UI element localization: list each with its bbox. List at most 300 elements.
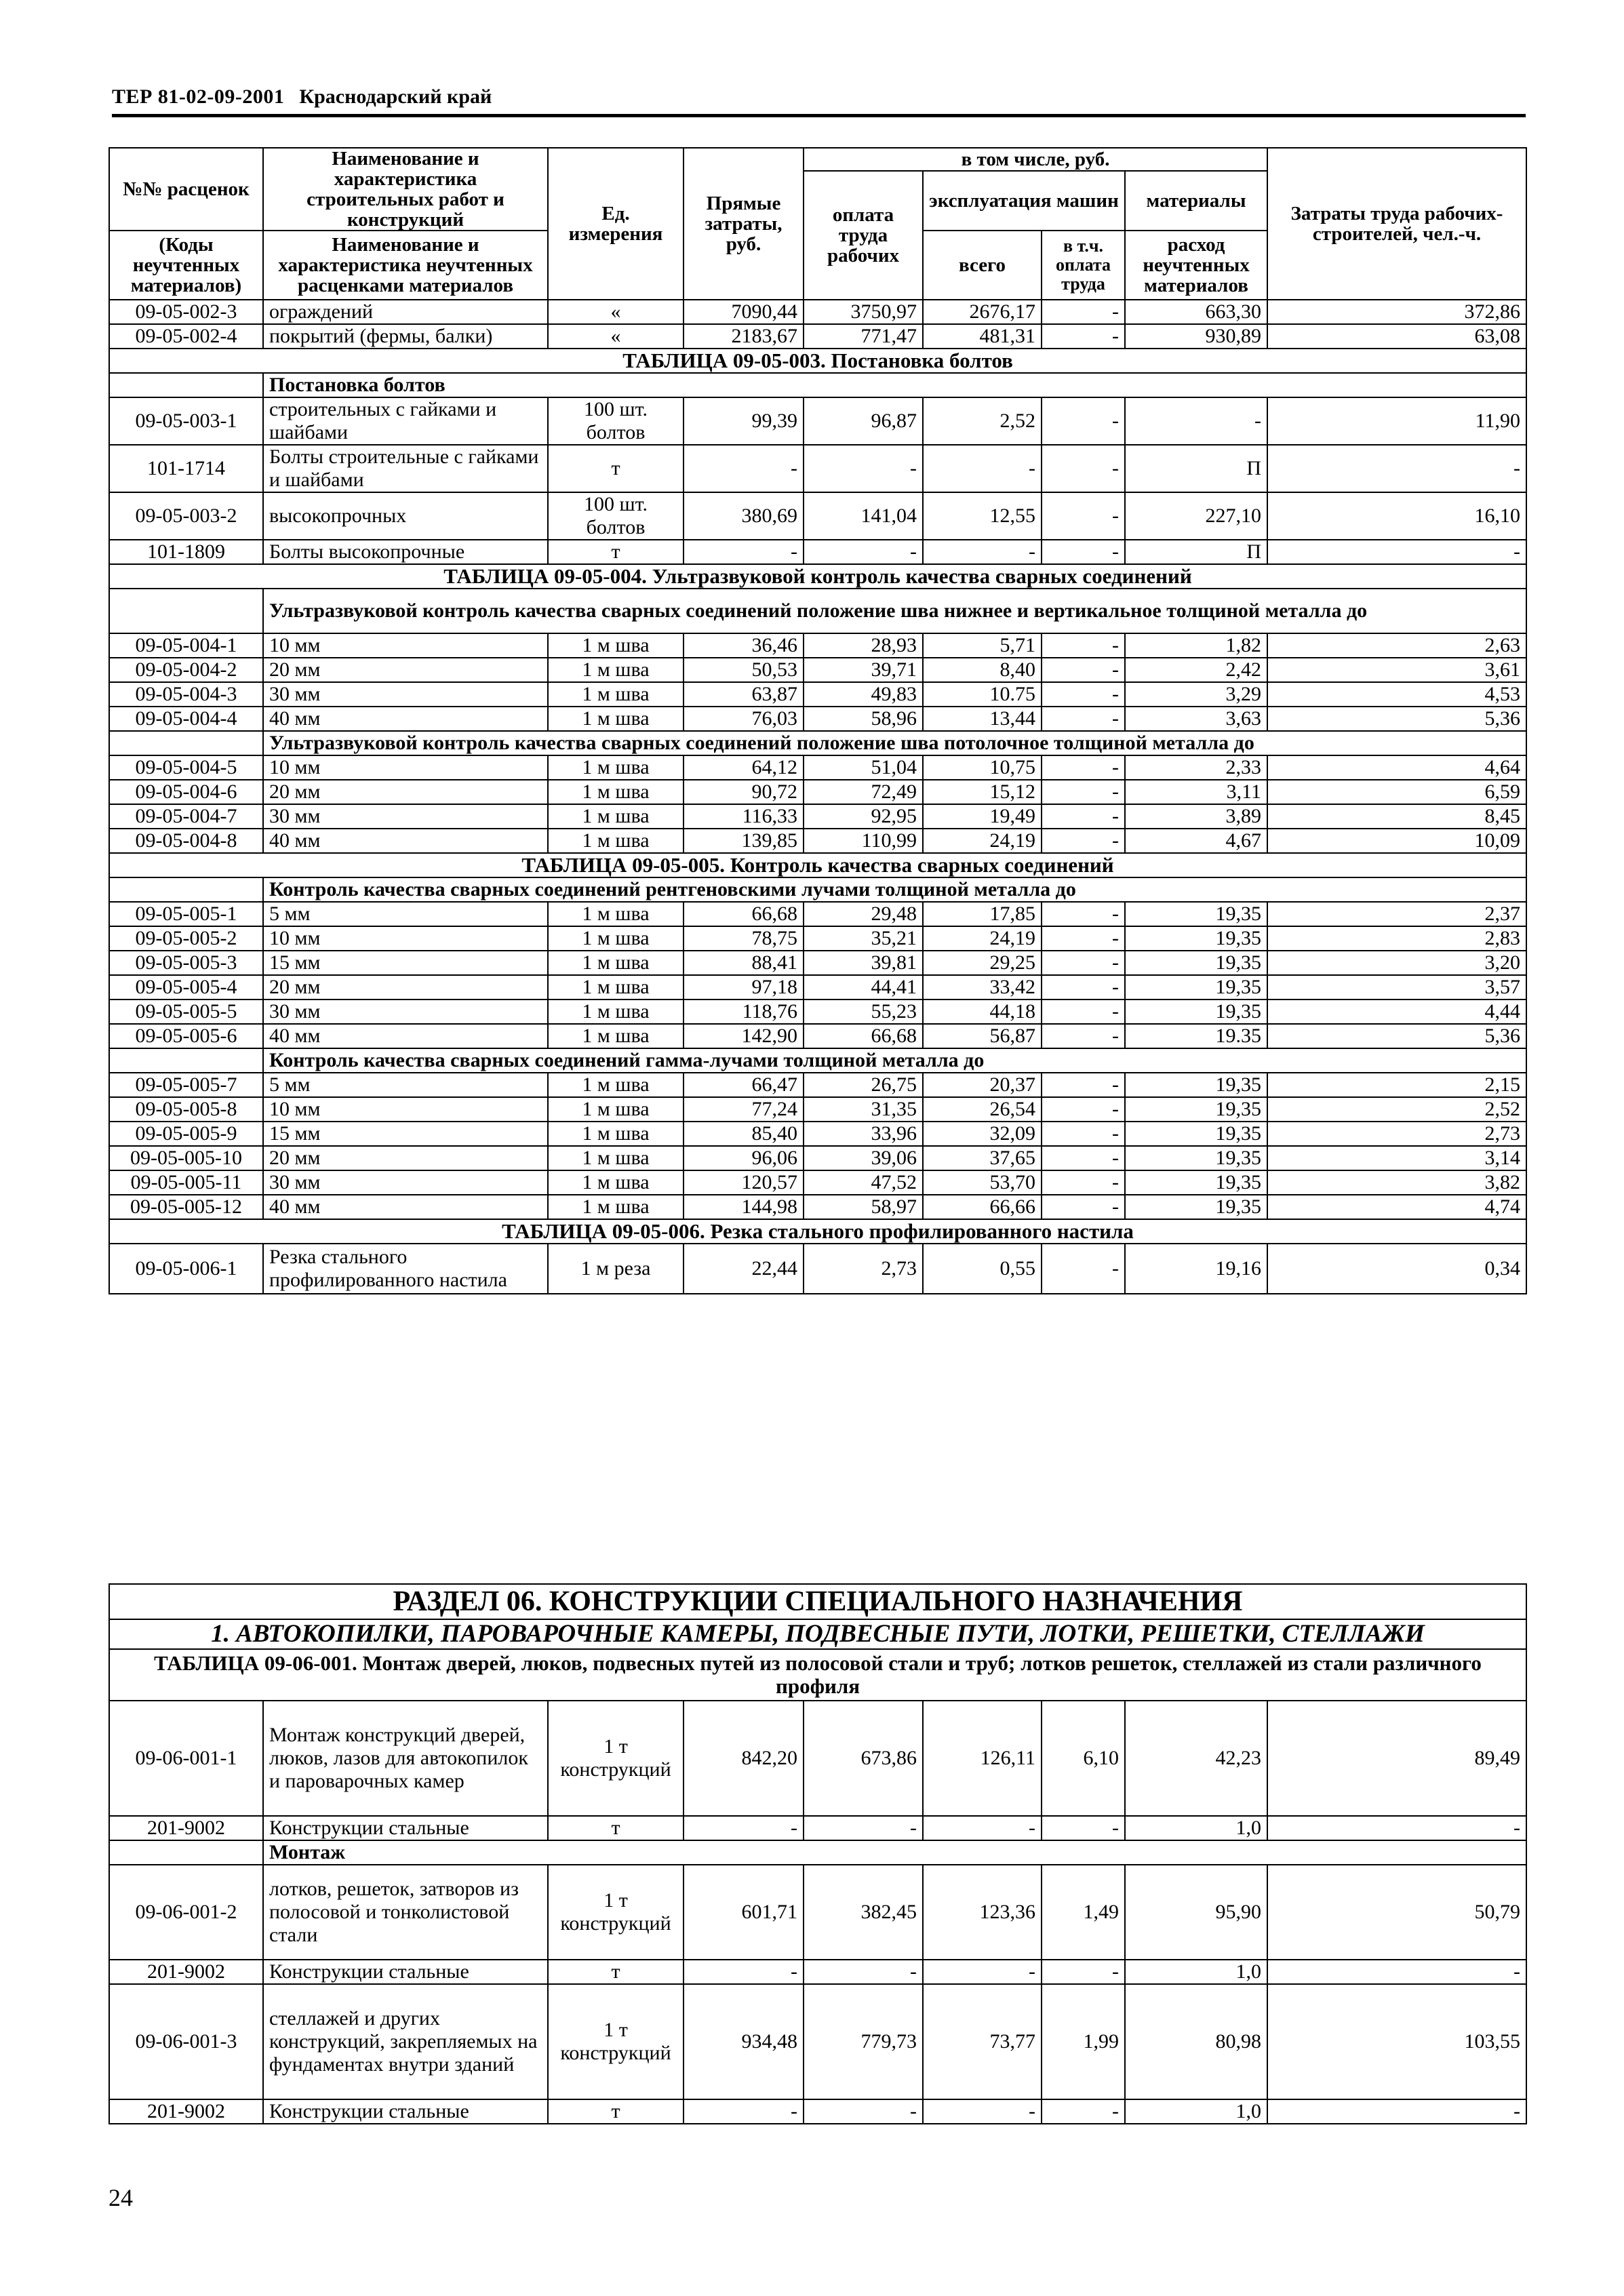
cell-labor: 89,49 bbox=[1267, 1701, 1526, 1816]
table-row bbox=[109, 1244, 1526, 1294]
cell-mach: - bbox=[923, 1816, 1042, 1840]
cell-machpay: 1,99 bbox=[1042, 1984, 1125, 2099]
table-row bbox=[109, 975, 1526, 999]
group-heading: Ультразвуковой контроль качества сварных соединений положение шва потолочное толщиной металла до bbox=[263, 731, 1526, 755]
table-body bbox=[109, 300, 1526, 1294]
cell-mach: 8,40 bbox=[923, 658, 1042, 682]
cell-mach: 0,55 bbox=[923, 1244, 1042, 1294]
table-row bbox=[109, 780, 1526, 804]
cell-mach: 19,49 bbox=[923, 804, 1042, 829]
table-row bbox=[109, 1024, 1526, 1048]
cell-code: 09-05-005-8 bbox=[109, 1097, 263, 1122]
cell-direct: - bbox=[684, 1816, 804, 1840]
cell-mat: 19.35 bbox=[1125, 1024, 1267, 1048]
cell-mach: - bbox=[923, 1960, 1042, 1984]
cell-mach: 481,31 bbox=[923, 324, 1042, 349]
cell-mach: 17,85 bbox=[923, 902, 1042, 926]
table-row bbox=[109, 324, 1526, 349]
cell-direct: 22,44 bbox=[684, 1244, 804, 1294]
cell-direct: - bbox=[684, 540, 804, 564]
cell-machpay: - bbox=[1042, 926, 1125, 951]
header-labor: Затраты труда рабочих-строителей, чел.-ч. bbox=[1267, 148, 1526, 300]
cell-mach: 10,75 bbox=[923, 755, 1042, 780]
cell-code: 101-1809 bbox=[109, 540, 263, 564]
cell-pay: - bbox=[804, 1816, 923, 1840]
table-title: ТАБЛИЦА 09-05-004. Ультразвуковой контроль качества сварных соединений bbox=[109, 564, 1526, 589]
table-title: ТАБЛИЦА 09-05-005. Контроль качества сварных соединений bbox=[109, 853, 1526, 877]
cell-pay: - bbox=[804, 540, 923, 564]
cell-pay: 28,93 bbox=[804, 633, 923, 658]
cell-mat: 19,35 bbox=[1125, 1073, 1267, 1097]
table-row bbox=[109, 1984, 1526, 2099]
cell-name: строительных с гайками и шайбами bbox=[263, 397, 548, 445]
table-title: ТАБЛИЦА 09-05-006. Резка стального профилированного настила bbox=[109, 1219, 1526, 1244]
cell-code: 09-05-005-7 bbox=[109, 1073, 263, 1097]
table-row bbox=[109, 397, 1526, 445]
table-row bbox=[109, 633, 1526, 658]
cell-mach: 2,52 bbox=[923, 397, 1042, 445]
cell-machpay: - bbox=[1042, 951, 1125, 975]
cell-code: 09-06-001-2 bbox=[109, 1865, 263, 1960]
cell-unit: 1 м шва bbox=[548, 951, 684, 975]
cell-machpay: - bbox=[1042, 492, 1125, 540]
cell-mach: 32,09 bbox=[923, 1122, 1042, 1146]
cell-unit: 1 м реза bbox=[548, 1244, 684, 1294]
cell-labor: 10,09 bbox=[1267, 829, 1526, 853]
cell-name: 40 мм bbox=[263, 1195, 548, 1219]
cell-machpay: - bbox=[1042, 999, 1125, 1024]
group-heading: Монтаж bbox=[263, 1840, 1526, 1865]
cell-machpay: - bbox=[1042, 397, 1125, 445]
cell-machpay: - bbox=[1042, 300, 1125, 324]
header-materials: материалы bbox=[1125, 171, 1267, 231]
section-subtitle: 1. АВТОКОПИЛКИ, ПАРОВАРОЧНЫЕ КАМЕРЫ, ПОДВЕСНЫЕ ПУТИ, ЛОТКИ, РЕШЕТКИ, СТЕЛЛАЖИ bbox=[109, 1619, 1526, 1649]
cell-machpay: - bbox=[1042, 1244, 1125, 1294]
cell-pay: 3750,97 bbox=[804, 300, 923, 324]
table-row bbox=[109, 707, 1526, 731]
cell-machpay: - bbox=[1042, 682, 1125, 707]
cell-mat: 19,35 bbox=[1125, 1170, 1267, 1195]
cell-pay: 58,97 bbox=[804, 1195, 923, 1219]
cell-mach: 15,12 bbox=[923, 780, 1042, 804]
cell-labor: 11,90 bbox=[1267, 397, 1526, 445]
cell-name: 5 мм bbox=[263, 902, 548, 926]
cell-labor: 372,86 bbox=[1267, 300, 1526, 324]
cell-unit: 1 м шва bbox=[548, 1097, 684, 1122]
cell-unit: 1 м шва bbox=[548, 1170, 684, 1195]
cell-pay: 29,48 bbox=[804, 902, 923, 926]
cell-code: 201-9002 bbox=[109, 1960, 263, 1984]
cell-machpay: - bbox=[1042, 540, 1125, 564]
cell-pay: 96,87 bbox=[804, 397, 923, 445]
table-row bbox=[109, 682, 1526, 707]
cell-code: 09-05-004-6 bbox=[109, 780, 263, 804]
cell-pay: 31,35 bbox=[804, 1097, 923, 1122]
cell-code: 09-05-004-2 bbox=[109, 658, 263, 682]
header-name-bottom: Наименование и характеристика неучтенных расценками материалов bbox=[263, 231, 548, 300]
cell-pay: 33,96 bbox=[804, 1122, 923, 1146]
table-row bbox=[109, 951, 1526, 975]
cell-mat: 4,67 bbox=[1125, 829, 1267, 853]
cell-labor: 2,83 bbox=[1267, 926, 1526, 951]
cell-unit: 1 м шва bbox=[548, 926, 684, 951]
table-section-title bbox=[109, 1219, 1526, 1244]
cell-labor: 50,79 bbox=[1267, 1865, 1526, 1960]
cell-labor: 6,59 bbox=[1267, 780, 1526, 804]
cell-direct: 66,68 bbox=[684, 902, 804, 926]
cell-machpay: - bbox=[1042, 975, 1125, 999]
cell-direct: 63,87 bbox=[684, 682, 804, 707]
document-region: Краснодарский край bbox=[299, 85, 492, 108]
group-heading-row bbox=[109, 877, 1526, 902]
cell-labor: 3,57 bbox=[1267, 975, 1526, 999]
cell-mat: 3,89 bbox=[1125, 804, 1267, 829]
cell-code: 09-05-002-3 bbox=[109, 300, 263, 324]
table-row bbox=[109, 445, 1526, 492]
cell-name: Конструкции стальные bbox=[263, 1960, 548, 1984]
cell-machpay: - bbox=[1042, 755, 1125, 780]
cell-mat: 2,33 bbox=[1125, 755, 1267, 780]
cell-unit: 100 шт. болтов bbox=[548, 492, 684, 540]
cell-machpay: - bbox=[1042, 1816, 1125, 1840]
cell-unit: 1 т конструкций bbox=[548, 1984, 684, 2099]
cell-name: 20 мм bbox=[263, 1146, 548, 1170]
cell-machpay: - bbox=[1042, 1122, 1125, 1146]
cell-direct: 2183,67 bbox=[684, 324, 804, 349]
cell-machpay: - bbox=[1042, 902, 1125, 926]
cell-direct: 99,39 bbox=[684, 397, 804, 445]
cell-unit: 1 м шва bbox=[548, 829, 684, 853]
table-row bbox=[109, 1195, 1526, 1219]
cell-mach: 123,36 bbox=[923, 1865, 1042, 1960]
header-code-top: №№ расценок bbox=[109, 148, 263, 231]
cell-direct: 96,06 bbox=[684, 1146, 804, 1170]
group-heading-row bbox=[109, 373, 1526, 397]
cell-mat: 19,35 bbox=[1125, 926, 1267, 951]
group-code-empty bbox=[109, 731, 263, 755]
cell-pay: 66,68 bbox=[804, 1024, 923, 1048]
cell-mat: П bbox=[1125, 445, 1267, 492]
cell-unit: 1 м шва bbox=[548, 707, 684, 731]
cell-mach: 13,44 bbox=[923, 707, 1042, 731]
cell-mat: 1,0 bbox=[1125, 2099, 1267, 2124]
cell-pay: 382,45 bbox=[804, 1865, 923, 1960]
cell-name: лотков, решеток, затворов из полосовой и тонколистовой стали bbox=[263, 1865, 548, 1960]
cell-pay: 55,23 bbox=[804, 999, 923, 1024]
cell-direct: 116,33 bbox=[684, 804, 804, 829]
table-row bbox=[109, 1097, 1526, 1122]
cell-direct: 144,98 bbox=[684, 1195, 804, 1219]
cell-mat: 19,35 bbox=[1125, 999, 1267, 1024]
cell-mat: 19,35 bbox=[1125, 951, 1267, 975]
cell-name: Конструкции стальные bbox=[263, 1816, 548, 1840]
cell-direct: 142,90 bbox=[684, 1024, 804, 1048]
document-code: ТЕР 81-02-09-2001 bbox=[112, 85, 285, 108]
cell-code: 201-9002 bbox=[109, 2099, 263, 2124]
table-row bbox=[109, 926, 1526, 951]
cell-unit: 1 м шва bbox=[548, 1024, 684, 1048]
cell-direct: 77,24 bbox=[684, 1097, 804, 1122]
cell-mach: 37,65 bbox=[923, 1146, 1042, 1170]
cell-machpay: - bbox=[1042, 829, 1125, 853]
cell-unit: 1 м шва bbox=[548, 804, 684, 829]
cell-pay: 51,04 bbox=[804, 755, 923, 780]
cell-code: 09-05-003-2 bbox=[109, 492, 263, 540]
cell-code: 09-05-004-1 bbox=[109, 633, 263, 658]
cell-code: 09-05-005-11 bbox=[109, 1170, 263, 1195]
cell-machpay: - bbox=[1042, 1146, 1125, 1170]
cell-mat: 227,10 bbox=[1125, 492, 1267, 540]
cell-machpay: - bbox=[1042, 707, 1125, 731]
cell-pay: 39,71 bbox=[804, 658, 923, 682]
rates-table-06 bbox=[108, 1583, 1527, 2124]
cell-unit: 1 м шва bbox=[548, 1122, 684, 1146]
cell-unit: 1 м шва bbox=[548, 780, 684, 804]
cell-direct: - bbox=[684, 2099, 804, 2124]
page-number: 24 bbox=[108, 2184, 133, 2211]
cell-direct: 842,20 bbox=[684, 1701, 804, 1816]
cell-direct: 64,12 bbox=[684, 755, 804, 780]
cell-unit: 1 м шва bbox=[548, 1146, 684, 1170]
cell-name: Болты высокопрочные bbox=[263, 540, 548, 564]
cell-mat: 1,0 bbox=[1125, 1816, 1267, 1840]
cell-pay: 779,73 bbox=[804, 1984, 923, 2099]
cell-mat: 19,35 bbox=[1125, 1097, 1267, 1122]
cell-unit: 1 м шва bbox=[548, 682, 684, 707]
cell-code: 09-05-004-3 bbox=[109, 682, 263, 707]
cell-name: 40 мм bbox=[263, 829, 548, 853]
header-labor-pay: оплата труда рабочих bbox=[804, 171, 923, 300]
cell-unit: 1 м шва bbox=[548, 975, 684, 999]
cell-mach: 73,77 bbox=[923, 1984, 1042, 2099]
table-row bbox=[109, 902, 1526, 926]
header-mach-pay: в т.ч. оплата труда bbox=[1042, 231, 1125, 300]
cell-labor: 3,20 bbox=[1267, 951, 1526, 975]
header-unit: Ед. измерения bbox=[548, 148, 684, 300]
table-section-title bbox=[109, 564, 1526, 589]
cell-name: 30 мм bbox=[263, 1170, 548, 1195]
cell-mat: 930,89 bbox=[1125, 324, 1267, 349]
cell-mat: 95,90 bbox=[1125, 1865, 1267, 1960]
cell-unit: 1 м шва bbox=[548, 755, 684, 780]
cell-pay: 2,73 bbox=[804, 1244, 923, 1294]
header-mach-total: всего bbox=[923, 231, 1042, 300]
cell-direct: 76,03 bbox=[684, 707, 804, 731]
table-section-title bbox=[109, 853, 1526, 877]
cell-mat: 19,35 bbox=[1125, 975, 1267, 999]
cell-mach: 26,54 bbox=[923, 1097, 1042, 1122]
cell-mat: 19,16 bbox=[1125, 1244, 1267, 1294]
rates-table-05 bbox=[108, 147, 1527, 1294]
cell-unit: т bbox=[548, 1960, 684, 1984]
cell-code: 09-05-005-4 bbox=[109, 975, 263, 999]
cell-mach: 20,37 bbox=[923, 1073, 1042, 1097]
table-row bbox=[109, 658, 1526, 682]
cell-machpay: - bbox=[1042, 804, 1125, 829]
cell-name: 30 мм bbox=[263, 999, 548, 1024]
group-heading-row bbox=[109, 1048, 1526, 1073]
table-row bbox=[109, 1170, 1526, 1195]
cell-direct: 934,48 bbox=[684, 1984, 804, 2099]
cell-pay: 771,47 bbox=[804, 324, 923, 349]
cell-mach: - bbox=[923, 2099, 1042, 2124]
cell-labor: - bbox=[1267, 540, 1526, 564]
cell-labor: 16,10 bbox=[1267, 492, 1526, 540]
cell-unit: т bbox=[548, 445, 684, 492]
cell-machpay: - bbox=[1042, 2099, 1125, 2124]
cell-code: 09-05-005-5 bbox=[109, 999, 263, 1024]
cell-name: Болты строительные с гайками и шайбами bbox=[263, 445, 548, 492]
header-machines: эксплуатация машин bbox=[923, 171, 1125, 231]
cell-name: ограждений bbox=[263, 300, 548, 324]
header-direct: Прямые затраты, руб. bbox=[684, 148, 804, 300]
cell-mat: 663,30 bbox=[1125, 300, 1267, 324]
table-header bbox=[109, 148, 1526, 300]
cell-mach: 126,11 bbox=[923, 1701, 1042, 1816]
cell-mach: 10.75 bbox=[923, 682, 1042, 707]
cell-code: 09-05-005-1 bbox=[109, 902, 263, 926]
group-code-empty bbox=[109, 1048, 263, 1073]
cell-name: покрытий (фермы, балки) bbox=[263, 324, 548, 349]
cell-labor: - bbox=[1267, 1816, 1526, 1840]
cell-name: 20 мм bbox=[263, 975, 548, 999]
cell-mach: 66,66 bbox=[923, 1195, 1042, 1219]
cell-name: Резка стального профилированного настила bbox=[263, 1244, 548, 1294]
group-heading: Постановка болтов bbox=[263, 373, 1526, 397]
cell-pay: 44,41 bbox=[804, 975, 923, 999]
header-mat-sub: расход неучтенных материалов bbox=[1125, 231, 1267, 300]
table-section-title bbox=[109, 349, 1526, 373]
cell-code: 09-05-003-1 bbox=[109, 397, 263, 445]
cell-mat: 80,98 bbox=[1125, 1984, 1267, 2099]
cell-name: 30 мм bbox=[263, 682, 548, 707]
cell-unit: 1 т конструкций bbox=[548, 1701, 684, 1816]
cell-direct: 78,75 bbox=[684, 926, 804, 951]
table-row bbox=[109, 300, 1526, 324]
table-row bbox=[109, 1960, 1526, 1984]
group-heading: Контроль качества сварных соединений рентгеновскими лучами толщиной металла до bbox=[263, 877, 1526, 902]
cell-unit: 1 м шва bbox=[548, 1195, 684, 1219]
cell-name: 40 мм bbox=[263, 707, 548, 731]
cell-labor: - bbox=[1267, 1960, 1526, 1984]
cell-unit: « bbox=[548, 324, 684, 349]
cell-direct: 97,18 bbox=[684, 975, 804, 999]
cell-pay: 92,95 bbox=[804, 804, 923, 829]
cell-unit: 100 шт. болтов bbox=[548, 397, 684, 445]
cell-pay: 39,81 bbox=[804, 951, 923, 975]
table-row bbox=[109, 755, 1526, 780]
group-code-empty bbox=[109, 877, 263, 902]
cell-labor: 2,73 bbox=[1267, 1122, 1526, 1146]
group-code-empty bbox=[109, 589, 263, 633]
group-code-empty bbox=[109, 1840, 263, 1865]
cell-direct: 85,40 bbox=[684, 1122, 804, 1146]
cell-pay: 141,04 bbox=[804, 492, 923, 540]
table-row bbox=[109, 492, 1526, 540]
cell-mat: 42,23 bbox=[1125, 1701, 1267, 1816]
cell-direct: 380,69 bbox=[684, 492, 804, 540]
cell-mach: 33,42 bbox=[923, 975, 1042, 999]
group-heading: Ультразвуковой контроль качества сварных соединений положение шва нижнее и вертикальное толщиной металла до bbox=[263, 589, 1526, 633]
cell-name: 30 мм bbox=[263, 804, 548, 829]
cell-labor: 3,82 bbox=[1267, 1170, 1526, 1195]
cell-name: 15 мм bbox=[263, 1122, 548, 1146]
table-row bbox=[109, 1122, 1526, 1146]
cell-mach: 2676,17 bbox=[923, 300, 1042, 324]
cell-mach: 56,87 bbox=[923, 1024, 1042, 1048]
cell-machpay: - bbox=[1042, 1960, 1125, 1984]
cell-mat: 2,42 bbox=[1125, 658, 1267, 682]
cell-direct: 601,71 bbox=[684, 1865, 804, 1960]
table-row bbox=[109, 999, 1526, 1024]
table-row bbox=[109, 1073, 1526, 1097]
cell-mach: - bbox=[923, 540, 1042, 564]
header-code-bottom: (Коды неучтенных материалов) bbox=[109, 231, 263, 300]
cell-name: 10 мм bbox=[263, 926, 548, 951]
cell-pay: 35,21 bbox=[804, 926, 923, 951]
cell-labor: 4,74 bbox=[1267, 1195, 1526, 1219]
cell-pay: 110,99 bbox=[804, 829, 923, 853]
cell-labor: - bbox=[1267, 2099, 1526, 2124]
cell-labor: 4,64 bbox=[1267, 755, 1526, 780]
cell-machpay: - bbox=[1042, 1097, 1125, 1122]
header-name-top: Наименование и характеристика строительных работ и конструкций bbox=[263, 148, 548, 231]
cell-machpay: - bbox=[1042, 633, 1125, 658]
header-incl: в том числе, руб. bbox=[804, 148, 1267, 171]
cell-machpay: - bbox=[1042, 1195, 1125, 1219]
cell-pay: - bbox=[804, 1960, 923, 1984]
group-heading-row bbox=[109, 731, 1526, 755]
cell-mat: 19,35 bbox=[1125, 902, 1267, 926]
cell-code: 101-1714 bbox=[109, 445, 263, 492]
cell-direct: 90,72 bbox=[684, 780, 804, 804]
cell-code: 09-06-001-3 bbox=[109, 1984, 263, 2099]
cell-code: 09-05-005-6 bbox=[109, 1024, 263, 1048]
cell-code: 09-05-005-10 bbox=[109, 1146, 263, 1170]
cell-code: 09-05-004-7 bbox=[109, 804, 263, 829]
cell-unit: т bbox=[548, 2099, 684, 2124]
cell-code: 201-9002 bbox=[109, 1816, 263, 1840]
cell-unit: 1 м шва bbox=[548, 658, 684, 682]
cell-direct: 139,85 bbox=[684, 829, 804, 853]
table-row bbox=[109, 540, 1526, 564]
cell-name: 10 мм bbox=[263, 633, 548, 658]
cell-labor: 8,45 bbox=[1267, 804, 1526, 829]
cell-labor: 5,36 bbox=[1267, 1024, 1526, 1048]
cell-pay: 39,06 bbox=[804, 1146, 923, 1170]
cell-labor: 3,61 bbox=[1267, 658, 1526, 682]
cell-direct: - bbox=[684, 445, 804, 492]
cell-name: Монтаж конструкций дверей, люков, лазов для автокопилок и пароварочных камер bbox=[263, 1701, 548, 1816]
cell-code: 09-05-004-8 bbox=[109, 829, 263, 853]
cell-mat: 1,0 bbox=[1125, 1960, 1267, 1984]
group-heading-row bbox=[109, 1840, 1526, 1865]
cell-pay: 49,83 bbox=[804, 682, 923, 707]
table-row bbox=[109, 1701, 1526, 1816]
table-body-06 bbox=[109, 1701, 1526, 2124]
cell-name: 10 мм bbox=[263, 755, 548, 780]
cell-name: стеллажей и других конструкций, закрепляемых на фундаментах внутри зданий bbox=[263, 1984, 548, 2099]
cell-labor: 103,55 bbox=[1267, 1984, 1526, 2099]
cell-code: 09-05-004-5 bbox=[109, 755, 263, 780]
group-heading-row bbox=[109, 589, 1526, 633]
table-row bbox=[109, 829, 1526, 853]
cell-direct: 66,47 bbox=[684, 1073, 804, 1097]
cell-direct: 120,57 bbox=[684, 1170, 804, 1195]
cell-labor: 0,34 bbox=[1267, 1244, 1526, 1294]
cell-name: 20 мм bbox=[263, 780, 548, 804]
cell-mat: 19,35 bbox=[1125, 1122, 1267, 1146]
